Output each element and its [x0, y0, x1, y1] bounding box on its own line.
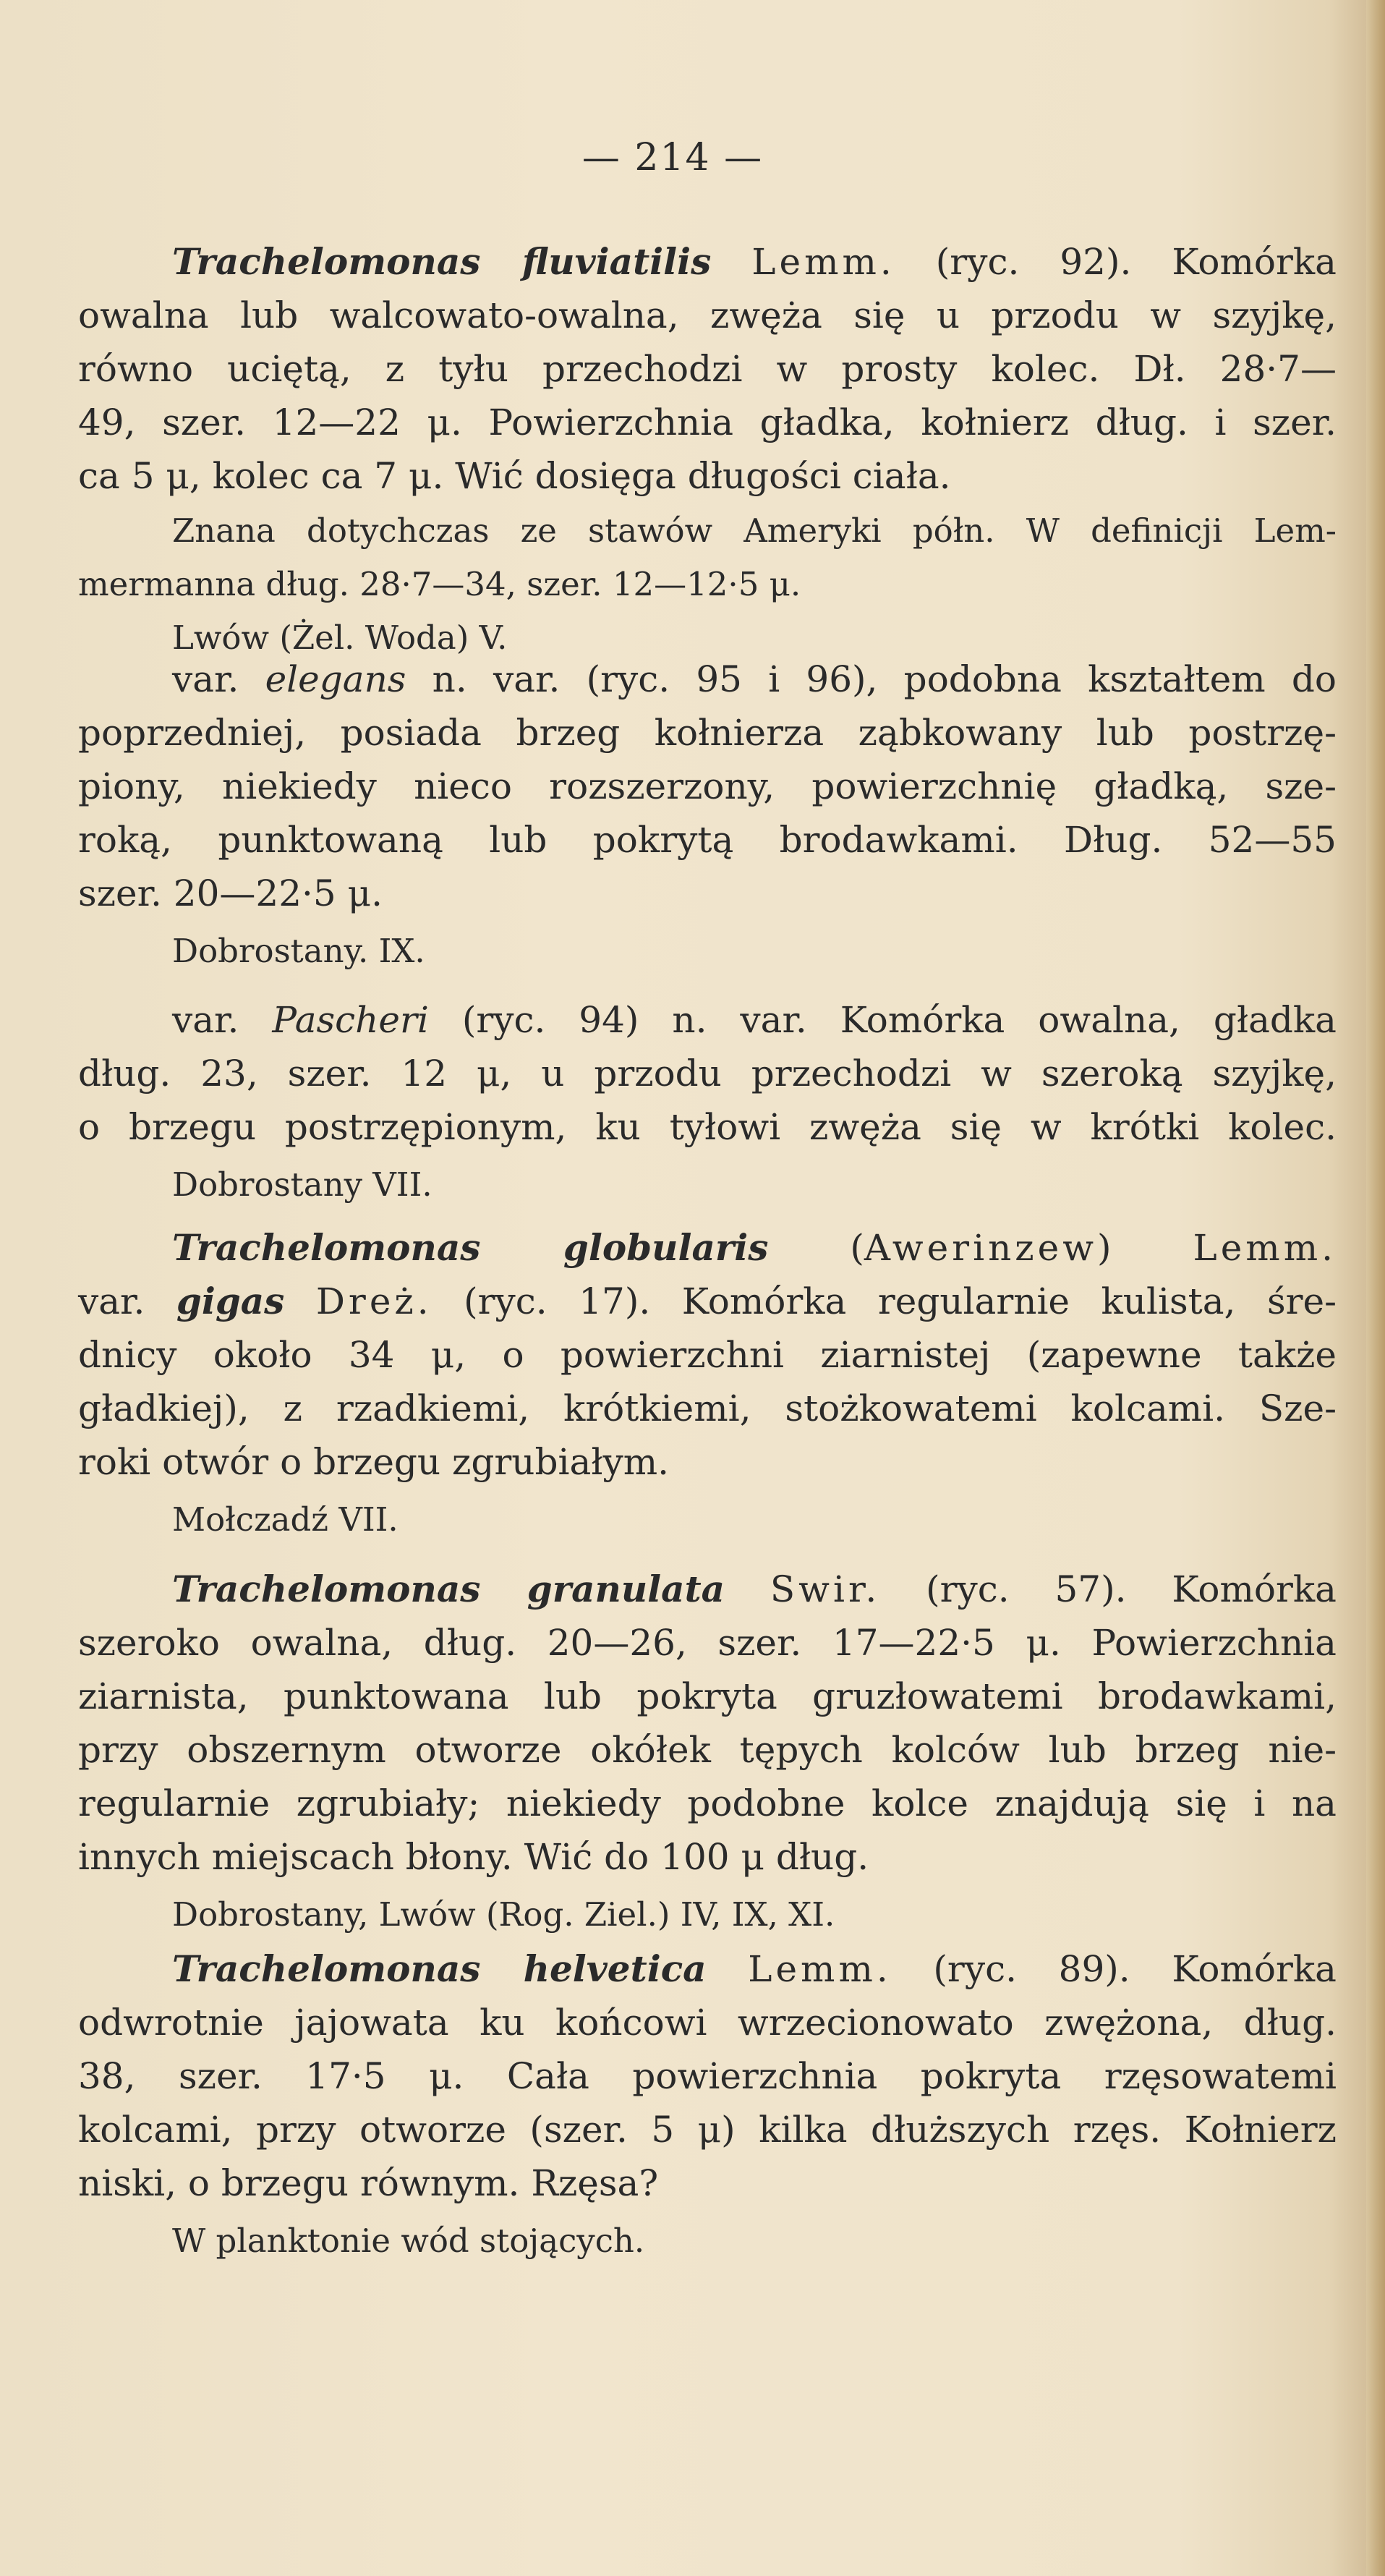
- species-name: Trachelomonas granulata: [172, 1568, 725, 1610]
- species-name: Trachelomonas fluviatilis: [172, 240, 712, 283]
- text-line: ca 5 μ, kolec ca 7 μ. Wić dosięga długości ciała.: [78, 455, 951, 497]
- text-line: szer. 20—22·5 μ.: [78, 872, 383, 914]
- locality-line: W planktonie wód stojących.: [172, 2222, 645, 2260]
- text-line: gładkiej), z rzadkiemi, krótkiemi, stożkowatemi kolcami. Sze-: [78, 1387, 1337, 1429]
- locality-line: Mołczadź VII.: [172, 1500, 399, 1539]
- species-name: Trachelomonas helvetica: [172, 1947, 707, 1990]
- author-name: Awerinzew: [864, 1227, 1097, 1269]
- text-line: Znana dotychczas ze stawów Ameryki półn. W definicji Lem-: [172, 511, 1337, 550]
- entry-heading-line: Trachelomonas helvetica Lemm. (ryc. 89). Komórka: [172, 1947, 1337, 1990]
- text-line: piony, niekiedy nieco rozszerzony, powierzchnię gładką, sze-: [78, 765, 1337, 807]
- locality-line: Dobrostany, Lwów (Rog. Ziel.) IV, IX, XI.: [172, 1895, 835, 1934]
- species-name: Trachelomonas globularis: [172, 1226, 769, 1269]
- text-line: o brzegu postrzępionym, ku tyłowi zwęża się w krótki kolec.: [78, 1106, 1337, 1148]
- author-name: Swir.: [770, 1568, 881, 1610]
- entry-globularis: [78, 1221, 1337, 1547]
- text-line: niski, o brzegu równym. Rzęsa?: [78, 2162, 659, 2204]
- text-line: odwrotnie jajowata ku końcowi wrzecionowato zwężona, dług.: [78, 2002, 1337, 2044]
- entry-note: [78, 504, 1337, 665]
- variety-name: Pascheri: [272, 999, 429, 1041]
- author-name: Lemm.: [748, 1948, 892, 1990]
- text-line: innych miejscach błony. Wić do 100 μ dług.: [78, 1836, 869, 1878]
- text-line: 38, szer. 17·5 μ. Cała powierzchnia pokryta rzęsowatemi: [78, 2055, 1337, 2097]
- text-line: dług. 23, szer. 12 μ, u przodu przechodzi w szeroką szyjkę,: [78, 1053, 1337, 1094]
- entry-granulata: [78, 1563, 1337, 1942]
- text-line: poprzedniej, posiada brzeg kołnierza ząbkowany lub postrzę-: [78, 712, 1337, 754]
- text-line: 49, szer. 12—22 μ. Powierzchnia gładka, kołnierz dług. i szer.: [78, 401, 1337, 443]
- entry-fluviatilis: [78, 235, 1337, 503]
- text-line: dnicy około 34 μ, o powierzchni ziarnistej (zapewne także: [78, 1334, 1337, 1376]
- variety-name: elegans: [265, 658, 406, 700]
- locality-line: Dobrostany VII.: [172, 1165, 432, 1204]
- text-line: regularnie zgrubiały; niekiedy podobne kolce znajdują się i na: [78, 1782, 1337, 1824]
- author-name: Lemm.: [1193, 1227, 1337, 1269]
- entry-heading-line: Trachelomonas granulata Swir. (ryc. 57). Komórka: [172, 1568, 1337, 1610]
- variety-name: gigas: [176, 1280, 285, 1322]
- entry-helvetica: [78, 1942, 1337, 2268]
- entry-var-pascheri: [78, 993, 1337, 1212]
- text-line: szeroko owalna, dług. 20—26, szer. 17—22·5 μ. Powierzchnia: [78, 1622, 1337, 1664]
- text-line: roki otwór o brzegu zgrubiałym.: [78, 1441, 670, 1483]
- text-line: roką, punktowaną lub pokrytą brodawkami. Dług. 52—55: [78, 819, 1337, 861]
- author-name: Dreż.: [315, 1280, 432, 1322]
- entry-heading-line: Trachelomonas globularis (Awerinzew) Lemm.: [172, 1226, 1337, 1269]
- entry-var-elegans: [78, 652, 1337, 978]
- text-line: mermanna dług. 28·7—34, szer. 12—12·5 μ.: [78, 565, 801, 603]
- entry-heading-line: Trachelomonas fluviatilis Lemm. (ryc. 92). Komórka: [172, 240, 1337, 283]
- text-line: ziarnista, punktowana lub pokryta gruzłowatemi brodawkami,: [78, 1675, 1337, 1717]
- locality-line: Dobrostany. IX.: [172, 932, 425, 970]
- text-line: równo uciętą, z tyłu przechodzi w prosty kolec. Dł. 28·7—: [78, 348, 1337, 390]
- entry-heading-line: var. elegans n. var. (ryc. 95 i 96), podobna kształtem do: [172, 658, 1337, 700]
- page-number: — 214 —: [581, 136, 764, 179]
- entry-heading-line: var. Pascheri (ryc. 94) n. var. Komórka owalna, gładka: [172, 999, 1337, 1041]
- page-edge: [1366, 0, 1385, 2576]
- text-line: przy obszernym otworze okółek tępych kolców lub brzeg nie-: [78, 1729, 1337, 1771]
- text-line: owalna lub walcowato-owalna, zwęża się u przodu w szyjkę,: [78, 294, 1337, 336]
- locality-line: Lwów (Żel. Woda) V.: [172, 619, 508, 657]
- text-line: kolcami, przy otworze (szer. 5 μ) kilka dłuższych rzęs. Kołnierz: [78, 2109, 1337, 2151]
- author-name: Lemm.: [751, 241, 895, 283]
- text-line: var. gigas Dreż. (ryc. 17). Komórka regularnie kulista, śre-: [78, 1280, 1337, 1322]
